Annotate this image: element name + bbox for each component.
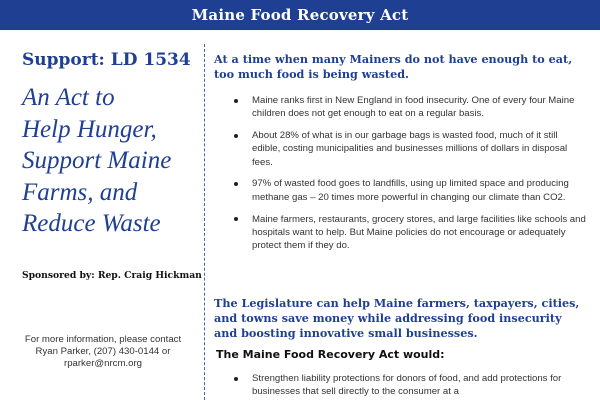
facts-list bbox=[214, 94, 586, 261]
support-heading: Support: LD 1534 bbox=[22, 50, 191, 70]
contact-email: rparker@nrcm.org bbox=[64, 358, 142, 369]
contact-info bbox=[8, 334, 198, 370]
list-item: Maine farmers, restaurants, grocery stores, and large facilities like schools and hospitals want to help. But Maine policies do not encourage or adequately protect them if they do. bbox=[214, 213, 586, 253]
right-column bbox=[214, 30, 594, 400]
act-title-line: Help Hunger, bbox=[22, 115, 157, 143]
provisions-list bbox=[214, 372, 586, 399]
left-column bbox=[0, 30, 202, 400]
contact-line: For more information, please contact bbox=[24, 334, 182, 345]
act-would-heading: The Maine Food Recovery Act would: bbox=[216, 348, 445, 361]
list-item: 97% of wasted food goes to landfills, using up limited space and producing methane gas – 20 times more powerful in changing our climate than CO2. bbox=[214, 177, 586, 204]
act-title-line: An Act to bbox=[22, 84, 115, 111]
column-divider bbox=[204, 44, 205, 400]
act-title bbox=[22, 82, 202, 240]
act-title-line: Farms, and bbox=[22, 178, 138, 206]
act-title-line: Support Maine bbox=[22, 147, 172, 174]
header-banner bbox=[0, 0, 600, 30]
list-item: Strengthen liability protections for donors of food, and add protections for businesses that sell directly to the consumer at a bbox=[214, 372, 586, 399]
contact-line: Ryan Parker, (207) 430-0144 or bbox=[35, 346, 171, 357]
lead-statement: At a time when many Mainers do not have enough to eat, too much food is being wasted. bbox=[214, 52, 573, 81]
legislature-statement: The Legislature can help Maine farmers, taxpayers, cities, and towns save money while addressing food insecurity and boosting innovative small businesses. bbox=[214, 296, 580, 341]
list-item: Maine ranks first in New England in food insecurity. One of every four Maine children does not get enough to eat on a regular basis. bbox=[214, 94, 586, 121]
act-title-line: Reduce Waste bbox=[22, 210, 161, 237]
sponsor-line: Sponsored by: Rep. Craig Hickman bbox=[22, 270, 202, 281]
page-title: Maine Food Recovery Act bbox=[191, 6, 409, 24]
list-item: About 28% of what is in our garbage bags is wasted food, much of it still edible, costing municipalities and businesses millions of dollars in disposal fees. bbox=[214, 129, 586, 169]
